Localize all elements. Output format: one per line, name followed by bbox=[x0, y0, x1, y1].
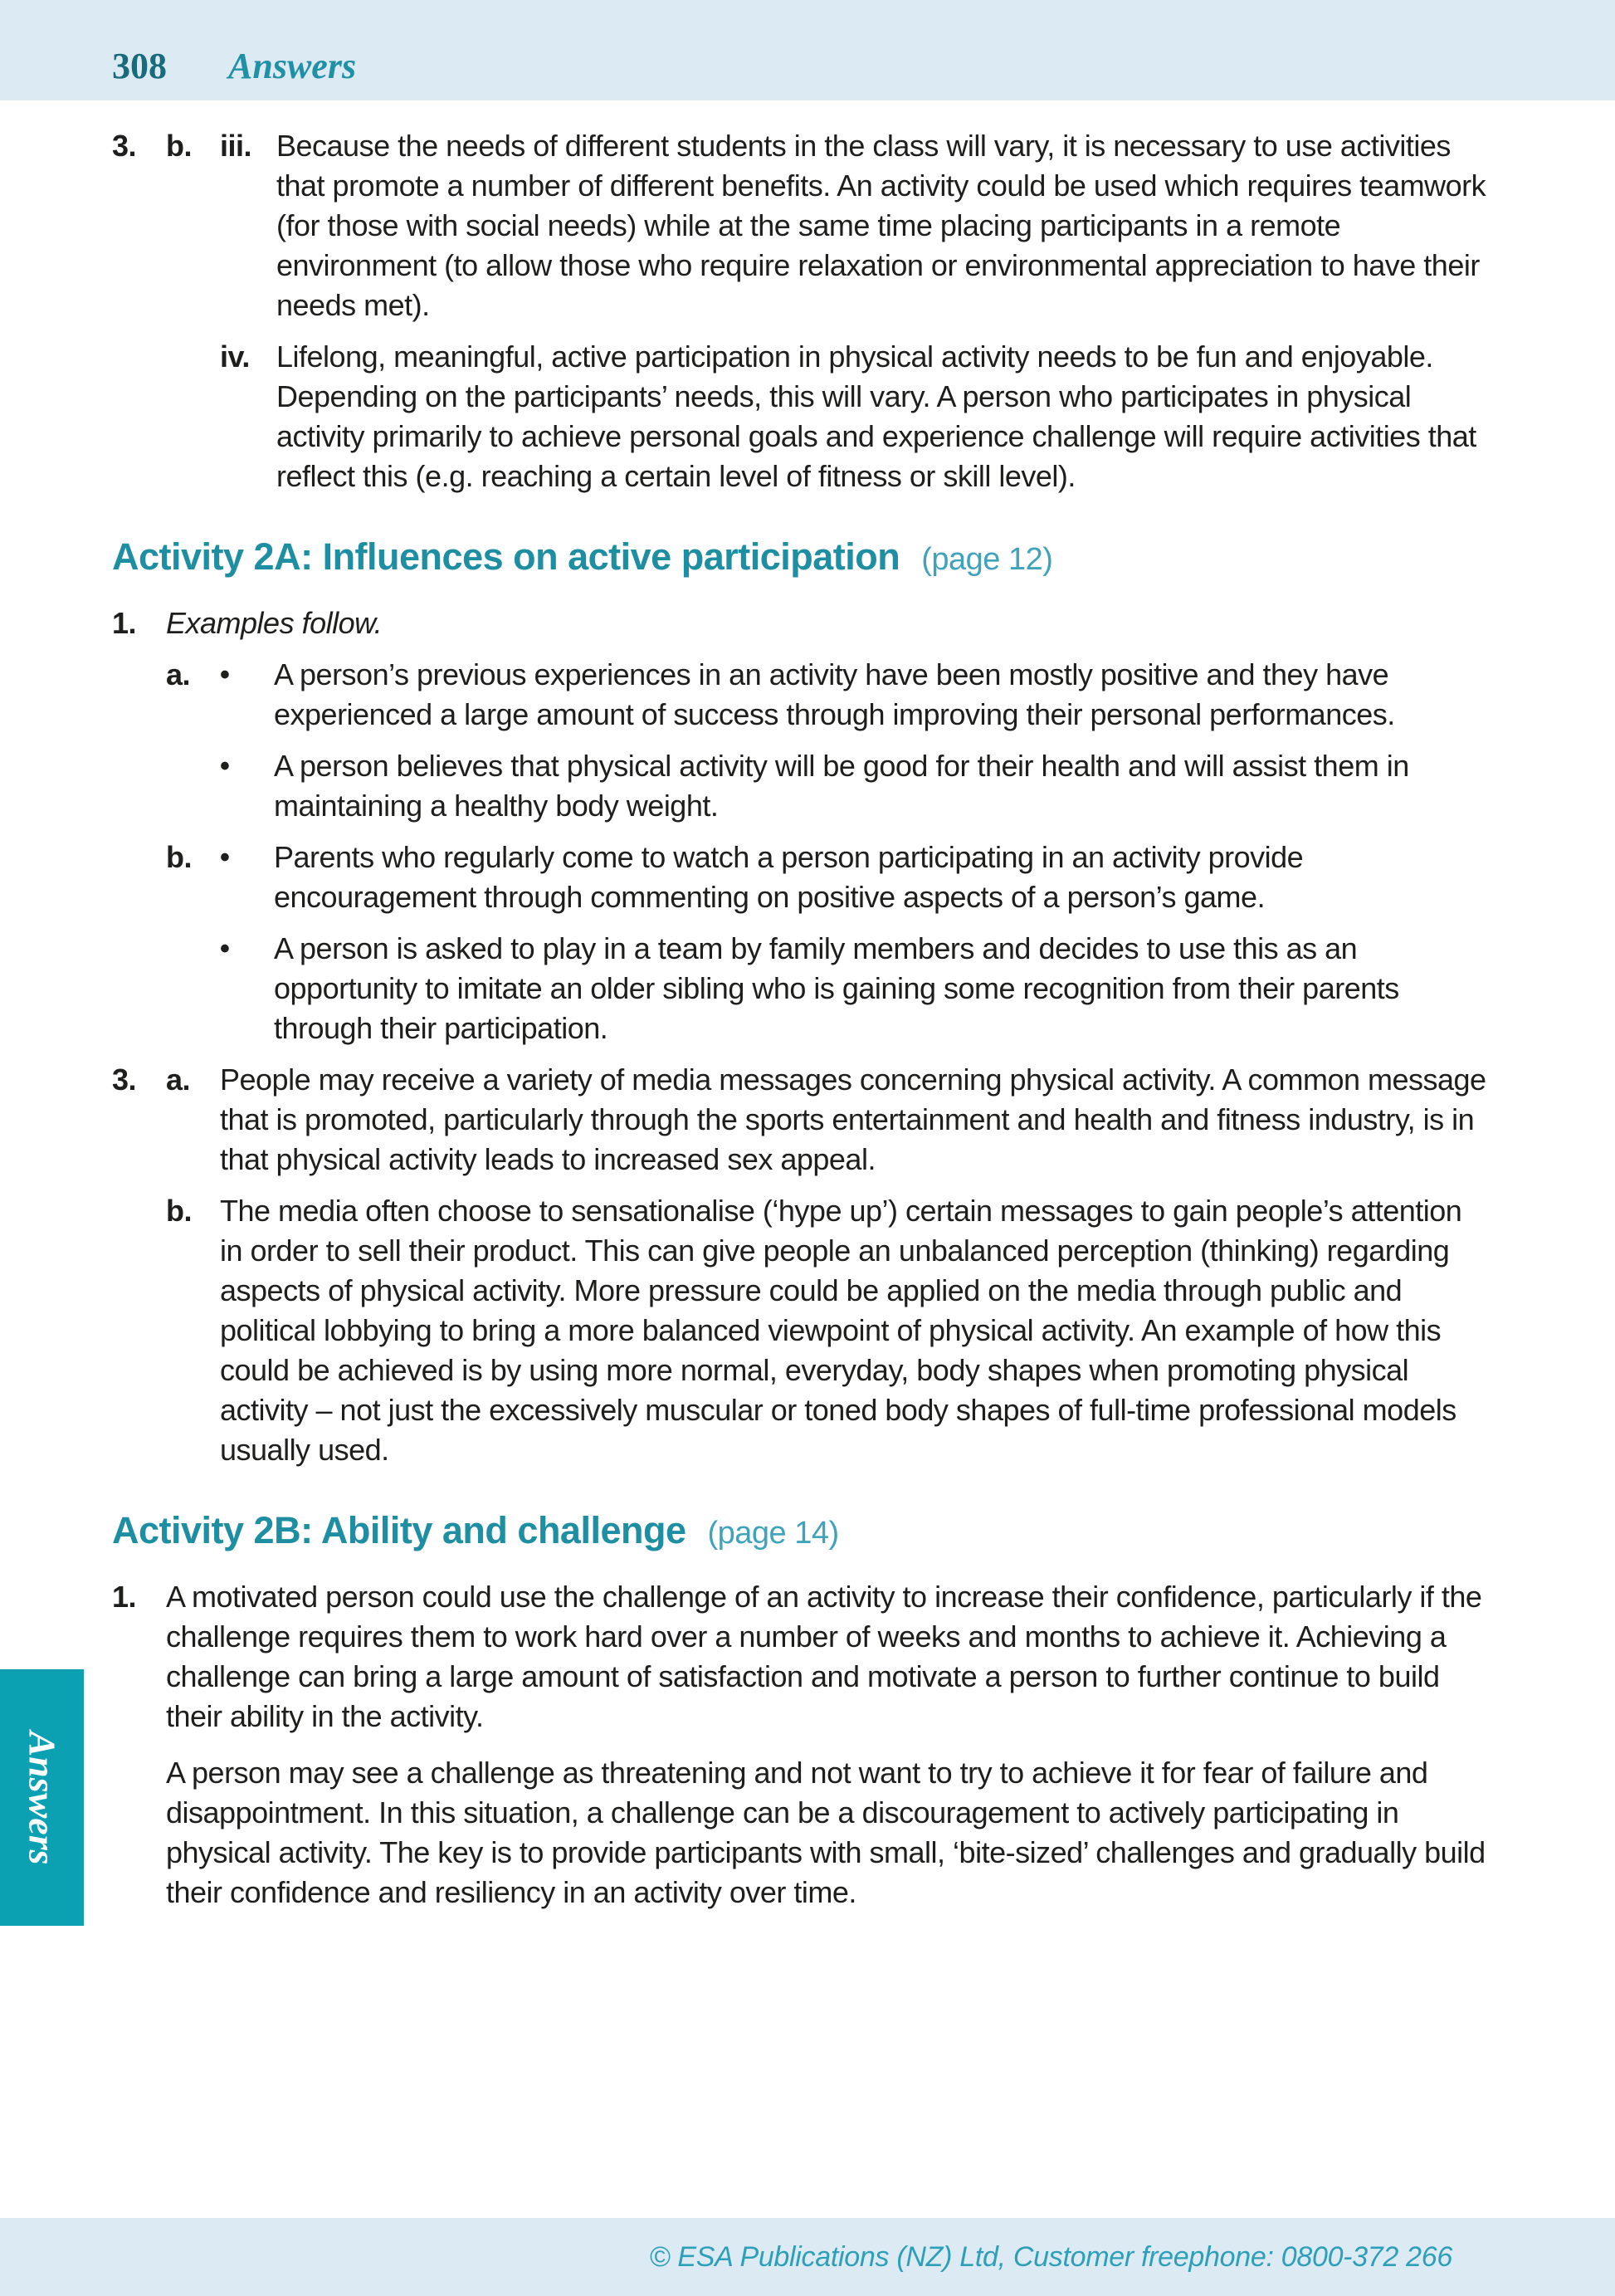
list-marker-level1: 1. bbox=[112, 606, 137, 640]
answer-text: The media often choose to sensationalise (‘hype up’) certain messages to gain people’s attention in order to sell their product. This can give people an unbalanced perception (thinking) regarding aspects of physical activity. More pressure could be applied on the media through public and political lobbying to bring a more balanced viewpoint of physical activity. An example of how this could be achieved is by using more normal, everyday, body shapes when promoting physical activity – not just the excessively muscular or toned body shapes of full-time professional models usually used. bbox=[220, 1194, 1462, 1467]
page-header-title: Answers bbox=[228, 46, 357, 86]
answer-row bbox=[112, 746, 1486, 826]
list-marker-level2: b. bbox=[166, 129, 192, 163]
bullet-icon: • bbox=[220, 842, 230, 873]
answer-row bbox=[112, 838, 1486, 917]
list-marker-level1: 1. bbox=[112, 1580, 137, 1614]
bullet-icon: • bbox=[220, 750, 230, 782]
answer-text: A person is asked to play in a team by family members and decides to use this as an opportunity to imitate an older sibling who is gaining some recognition from their parents through their participation. bbox=[274, 931, 1399, 1045]
list-marker-level2: a. bbox=[166, 1063, 191, 1097]
answer-row bbox=[112, 1753, 1486, 1913]
answer-text: A person’s previous experiences in an activity have been mostly positive and they have experienced a large amount of success through improving their personal performances. bbox=[274, 657, 1395, 731]
answer-item-3b bbox=[112, 126, 1486, 496]
answer-text: Parents who regularly come to watch a person participating in an activity provide encouragement through commenting on positive aspects of a person’s game. bbox=[274, 840, 1304, 914]
activity-2a-answers bbox=[112, 603, 1486, 1470]
activity-2a-heading bbox=[112, 533, 1486, 584]
answer-text: Examples follow. bbox=[166, 606, 383, 640]
answer-text: A person believes that physical activity will be good for their health and will assist them in maintaining a healthy body weight. bbox=[274, 749, 1409, 823]
activity-2b-answers bbox=[112, 1577, 1486, 1913]
activity-2a-page-ref: (page 12) bbox=[921, 542, 1053, 577]
answer-row bbox=[112, 1060, 1486, 1180]
page-header-band bbox=[0, 0, 1615, 100]
answers-edge-tab bbox=[0, 1669, 84, 1926]
answer-text: A person may see a challenge as threatening and not want to try to achieve it for fear of failure and disappointment. In this situation, a challenge can be a discouragement to actively participating in physical activity. The key is to provide participants with small, ‘bite-sized’ challenges and gradually build their confidence and resiliency in an activity over time. bbox=[166, 1756, 1486, 1909]
activity-2b-heading-text: Activity 2B: Ability and challenge bbox=[112, 1509, 686, 1551]
list-marker-level3: iii. bbox=[220, 129, 252, 163]
answers-edge-tab-label: Answers bbox=[21, 1730, 63, 1865]
answer-row bbox=[112, 603, 1486, 643]
page-content bbox=[112, 126, 1486, 1913]
bullet-icon: • bbox=[220, 933, 230, 965]
list-marker-level1: 3. bbox=[112, 1063, 137, 1097]
answer-text: A motivated person could use the challenge of an activity to increase their confidence, particularly if the challenge requires them to work hard over a number of weeks and months to achieve it. Achieving a challenge can bring a large amount of satisfaction and motivate a person to further continue to build their ability in the activity. bbox=[166, 1580, 1482, 1733]
page-number: 308 bbox=[112, 46, 167, 86]
answer-row bbox=[112, 337, 1486, 496]
activity-2b-heading bbox=[112, 1507, 1486, 1557]
answer-text: Because the needs of different students in the class will vary, it is necessary to use activities that promote a number of different benefits. An activity could be used which requires teamwork (for those with social needs) while at the same time placing participants in a remote environment (to allow those who require relaxation or environmental appreciation to have their needs met). bbox=[276, 129, 1486, 322]
copyright-text: © ESA Publications (NZ) Ltd, Customer freephone: 0800-372 266 bbox=[649, 2240, 1452, 2273]
list-marker-level2: a. bbox=[166, 657, 191, 691]
answer-text: Lifelong, meaningful, active participation in physical activity needs to be fun and enjoyable. Depending on the participants’ needs, this will vary. A person who participates in physical activity primarily to achieve personal goals and experience challenge will require activities that reflect this (e.g. reaching a certain level of fitness or skill level). bbox=[276, 340, 1476, 493]
list-marker-level2: b. bbox=[166, 840, 192, 874]
page-footer-band bbox=[0, 2218, 1615, 2296]
list-marker-level1: 3. bbox=[112, 129, 137, 163]
answer-row bbox=[112, 1191, 1486, 1470]
answer-row bbox=[112, 929, 1486, 1048]
activity-2b-page-ref: (page 14) bbox=[707, 1516, 839, 1551]
activity-2a-heading-text: Activity 2A: Influences on active participation bbox=[112, 535, 900, 578]
list-marker-level2: b. bbox=[166, 1194, 192, 1228]
answer-row bbox=[112, 655, 1486, 735]
answer-row bbox=[112, 126, 1486, 325]
list-marker-level3: iv. bbox=[220, 340, 250, 374]
bullet-icon: • bbox=[220, 659, 230, 691]
answer-row bbox=[112, 1577, 1486, 1737]
answer-text: People may receive a variety of media messages concerning physical activity. A common message that is promoted, particularly through the sports entertainment and health and fitness industry, is in that physical activity leads to increased sex appeal. bbox=[220, 1063, 1486, 1176]
